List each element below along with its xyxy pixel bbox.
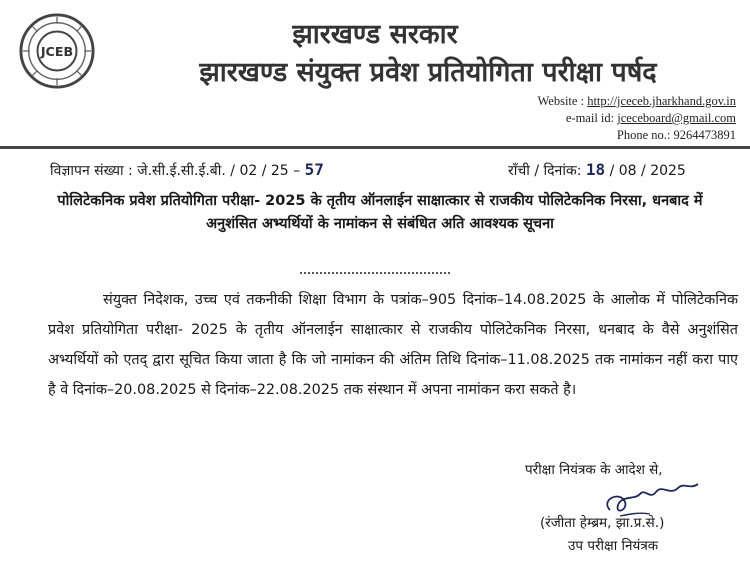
date-handwritten-day: 18 bbox=[585, 160, 606, 179]
advertisement-handwritten-number: 57 bbox=[304, 160, 324, 179]
government-title: झारखण्ड सरकार bbox=[292, 19, 458, 50]
signatory-name: (रंजीता हेम्ब्रम, झा.प्र.से.) bbox=[540, 515, 665, 531]
website-link[interactable]: http://jceceb.jharkhand.gov.in bbox=[587, 94, 736, 108]
board-title: झारखण्ड संयुक्त प्रवेश प्रतियोगिता परीक्षा पर्षद bbox=[199, 57, 657, 88]
website-row bbox=[406, 93, 736, 110]
email-link[interactable]: jceceboard@gmail.com bbox=[617, 111, 736, 125]
subject-divider bbox=[300, 272, 450, 274]
notice-body: संयुक्त निदेशक, उच्च एवं तकनीकी शिक्षा विभाग के पत्रांक–905 दिनांक–14.08.2025 के आलोक में पोलिटेकनिक प्रवेश प्रतियोगिता परीक्षा- 2025 के तृतीय ऑनलाईन साक्षात्कार से राजकीय पोलिटेकनिक निरसा, धनबाद के वैसे अनुशंसित अभ्यर्थियों को एतद् द्वारा सूचित किया जाता है कि जो नामांकन की अंतिम तिथि दिनांक–11.08.2025 तक नामांकन नहीं करा पाए है वे दिनांक–20.08.2025 से दिनांक–22.08.2025 तक संस्थान में अपना नामांकन करा सकते है। bbox=[48, 292, 738, 398]
closing-order: परीक्षा नियंत्रक के आदेश से, bbox=[525, 462, 663, 478]
advertisement-label: विज्ञापन संख्या : जे.सी.ई.सी.ई.बी. / 02 / 25 – bbox=[50, 163, 301, 179]
date-label: राँची / दिनांक: bbox=[508, 163, 582, 179]
email-label: e-mail id: bbox=[565, 111, 618, 125]
email-row bbox=[406, 110, 736, 127]
notice-date bbox=[508, 160, 686, 180]
contact-block bbox=[406, 93, 736, 144]
svg-text:JCEB: JCEB bbox=[40, 43, 74, 59]
phone-number: Phone no.: 9264473891 bbox=[616, 128, 736, 142]
header-divider bbox=[0, 146, 750, 149]
advertisement-number bbox=[50, 160, 324, 180]
signatory-title: उप परीक्षा नियंत्रक bbox=[568, 538, 659, 554]
date-month-year: / 08 / 2025 bbox=[609, 163, 686, 179]
notice-subject: पोलिटेकनिक प्रवेश प्रतियोगिता परीक्षा- 2025 के तृतीय ऑनलाईन साक्षात्कार से राजकीय पोलिटेकनिक निरसा, धनबाद में अनुशंसित अभ्यर्थियों के नामांकन से संबंधित अति आवश्यक सूचना bbox=[57, 193, 703, 232]
website-label: Website : bbox=[537, 94, 588, 108]
